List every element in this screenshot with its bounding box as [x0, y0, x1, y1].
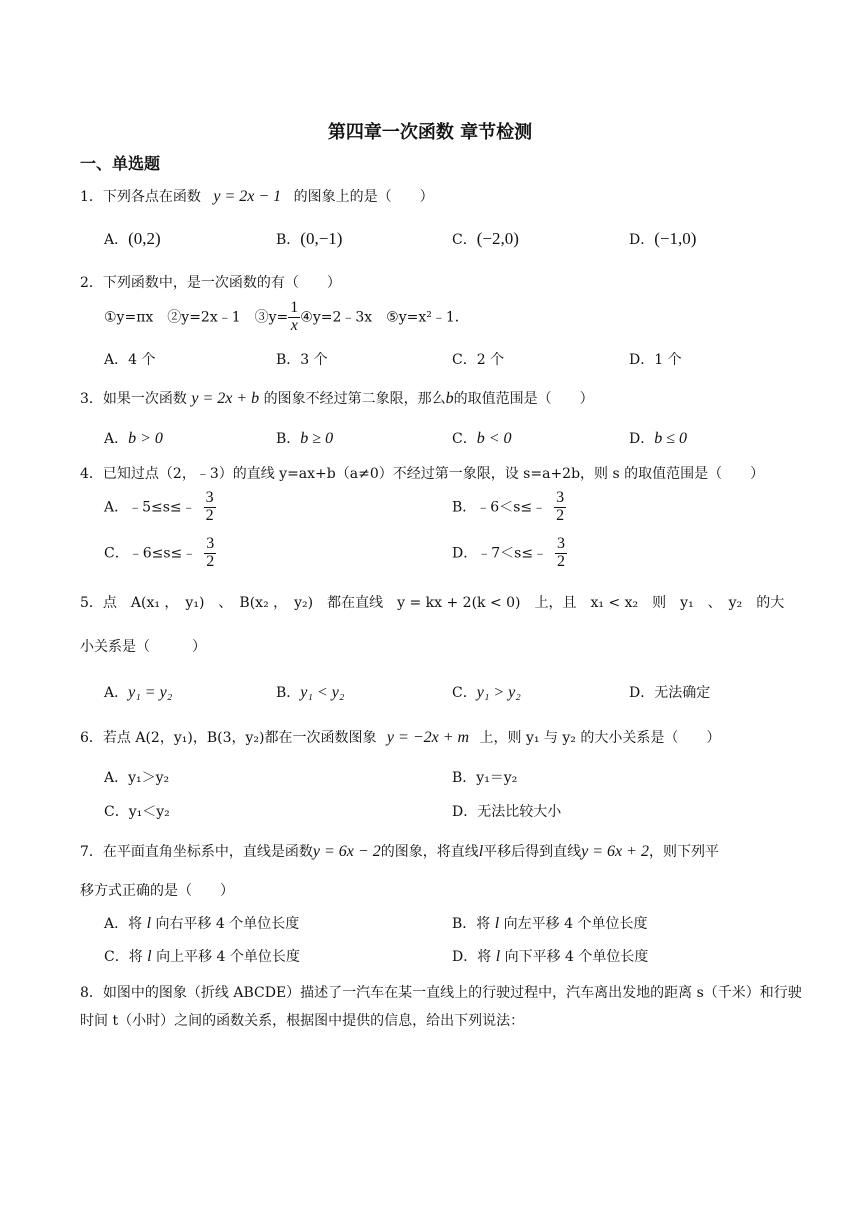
question-2: 2．下列函数中，是一次函数的有（ ） [80, 275, 341, 291]
option-b: B．3 个 [276, 352, 328, 368]
question-2-items: ①y=πx ②y=2x﹣1 ③y= $\frac{1}{x}$ ④y=2﹣3x ⑤y=x²﹣1． [104, 299, 469, 334]
option-c: C．(−2,0) [452, 229, 519, 248]
option-d: D．(−1,0) [629, 229, 697, 248]
option-c: C．b < 0 [452, 430, 512, 447]
question-5-line-1: 5．点 A(x₁ ， y₁) 、 B(x₂ ， y₂) 都在直线 y = kx + 2(k < 0) 上，且 x₁ < x₂ 则 y₁ 、 y₂ 的大 [80, 595, 785, 611]
question-6: 6．若点 A(2，y₁)，B(3，y₂)都在一次函数图象 y = −2x + m 上，则 y₁ 与 y₂ 的大小关系是（ ） [80, 729, 721, 746]
question-3: 3．如果一次函数 y = 2x + b 的图象不经过第二象限，那么b的取值范围是（ ） [80, 390, 594, 407]
option-c: C．2 个 [452, 352, 505, 368]
option-d: D．b ≤ 0 [629, 430, 688, 447]
option-a: A．﹣5≤s≤﹣ $\frac{3}{2}$ [104, 489, 214, 524]
option-b: B．y₁ < y₂ [276, 684, 345, 701]
question-1 [80, 186, 434, 206]
option-b: B．将 l 向左平移 4 个单位长度 [452, 915, 648, 932]
option-c: C．y₁＜y₂ [104, 804, 170, 820]
option-d: D．1 个 [629, 352, 682, 368]
option-b: B．y₁＝y₂ [452, 770, 518, 786]
fraction: $\frac{1}{x}$ [290, 299, 299, 334]
question-5-line-2: 小关系是（ ） [80, 639, 206, 655]
question-stem: 1．下列各点在函数 [80, 189, 201, 205]
option-a: A．4 个 [104, 352, 156, 368]
option-b: B．﹣6＜s≤﹣ $\frac{3}{2}$ [452, 489, 565, 524]
option-d: D．﹣7＜s≤﹣ $\frac{3}{2}$ [452, 535, 566, 570]
option-c: C．y₁ > y₂ [452, 684, 521, 701]
option-a: A．y₁ = y₂ [104, 684, 173, 701]
option-c: C．﹣6≤s≤﹣ $\frac{3}{2}$ [104, 535, 215, 570]
question-7-line-2: 移方式正确的是（ ） [80, 883, 234, 899]
page-title: 第四章一次函数 章节检测 [327, 122, 533, 143]
option-d: D．无法比较大小 [452, 804, 562, 820]
question-7-line-1: 7．在平面直角坐标系中，直线是函数y = 6x − 2的图象，将直线l平移后得到直线y = 6x + 2，则下列平 [80, 843, 719, 860]
option-a: A．将 l 向右平移 4 个单位长度 [104, 915, 300, 932]
option-c: C．将 l 向上平移 4 个单位长度 [104, 948, 300, 965]
option-d: D．无法确定 [629, 685, 711, 701]
option-d: D．将 l 向下平移 4 个单位长度 [452, 948, 649, 965]
math-expression: y = −2x + m [386, 729, 470, 746]
math-expression: y = 2x − 1 [213, 188, 282, 205]
option-a: A．(0,2) [104, 229, 161, 248]
question-4: 4．已知过点（2，﹣3）的直线 y=ax+b（a≠0）不经过第一象限，设 s=a+2b，则 s 的取值范围是（ ） [80, 466, 765, 482]
question-8: 8．如图中的图象（折线 ABCDE）描述了一汽车在某一直线上的行驶过程中，汽车离出发地的距离 s（千米）和行驶时间 t（小时）之间的函数关系，根据图中提供的信息，给出下列说法： [80, 985, 802, 1029]
option-a: A．b > 0 [104, 430, 163, 447]
question-tail: 的图象上的是（ ） [293, 189, 434, 205]
math-expression: y = 2x + b [191, 390, 260, 407]
option-b: B．b ≥ 0 [276, 430, 334, 447]
section-heading: 一、单选题 [80, 154, 161, 173]
option-b: B．(0,−1) [276, 229, 343, 248]
option-a: A．y₁＞y₂ [104, 770, 170, 786]
